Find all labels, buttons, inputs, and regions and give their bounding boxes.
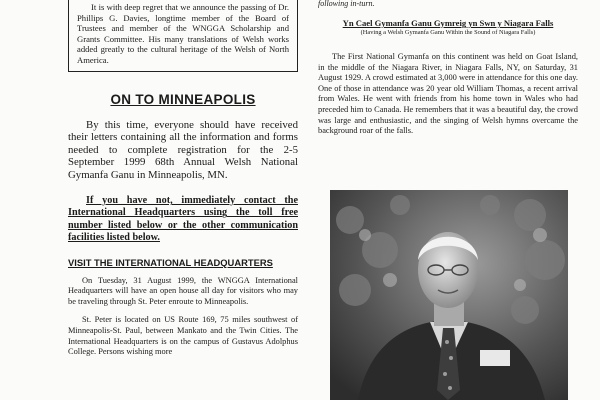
obituary-text: It is with deep regret that we announce the passing of Dr. Phillips G. Davies, longtime member of the Board of Trustees and member of the WNGGA Scholarship and Grants Committee. His many translations of Welsh works added greatly to the cultural heritage of the Welsh of North America. [77, 2, 289, 65]
heading-visit-headquarters: VISIT THE INTERNATIONAL HEADQUARTERS [68, 256, 273, 268]
article-body: The First National Gymanfa on this continent was held on Goat Island, in the middle of the Niagara River, in Niagara Falls, NY, on Saturday, 31 August 1929. A crowd estimated at 3,000 were in attendance for this one day. One of those in attendance was 20 year old William Thomas, a recent arrival from Wales. He went with friends from his home town in Wales who had preceded him to Canada. He remembers that it was a beautiful day, the crowd was large and enthusiastic, and the singing of Welsh hymns overcame the background roar of the falls. [318, 52, 578, 136]
following-text: following in-turn. [318, 0, 375, 8]
photo-elderly-man [330, 190, 568, 400]
article-title: Yn Cael Gymanfa Ganu Gymreig yn Swn y Niagara Falls [342, 18, 554, 28]
left-column [68, 0, 298, 358]
article-subtitle: (Having a Welsh Gymanfa Ganu Within the Sound of Niagara Falls) [360, 29, 536, 36]
location-paragraph: St. Peter is located on US Route 169, 75 miles southwest of Minneapolis-St. Paul, between Mankato and the Twin Cities. The International Headquarters is on the campus of Gustavus Adolphus College. Persons wishing more [68, 315, 298, 357]
contact-notice: If you have not, immediately contact the International Headquarters using the toll free number listed below or the other communication facilities listed below. [68, 195, 298, 244]
obituary-box [68, 0, 298, 72]
portrait-image [330, 190, 568, 400]
right-column [318, 0, 578, 137]
registration-paragraph: By this time, everyone should have received their letters containing all the information and forms needed to complete registration for the 2-5 September 1999 68th Annual Welsh National Gymanfa Ganu in Minneapolis, MN. [68, 119, 298, 181]
heading-on-to-minneapolis: ON TO MINNEAPOLIS [110, 92, 256, 107]
open-house-paragraph: On Tuesday, 31 August 1999, the WNGGA International Headquarters will have an open house all day for visitors who may be traveling through St. Peter enroute to Minneapolis. [68, 275, 298, 306]
